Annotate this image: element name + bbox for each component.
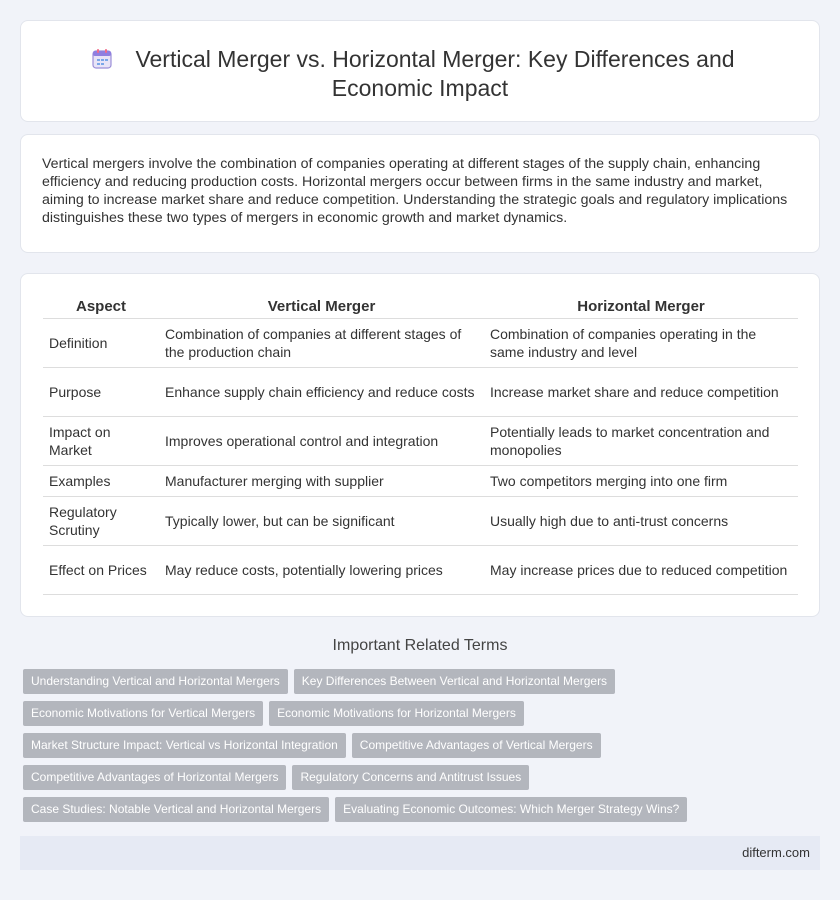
column-header-vertical: Vertical Merger bbox=[159, 294, 484, 318]
table-row bbox=[43, 465, 798, 496]
table-cell-aspect: Examples bbox=[43, 465, 159, 496]
column-header-aspect: Aspect bbox=[43, 294, 159, 318]
table-cell-vertical: Combination of companies at different stages of the production chain bbox=[159, 318, 484, 367]
related-term-tag[interactable]: Case Studies: Notable Vertical and Horizontal Mergers bbox=[23, 797, 329, 822]
comparison-table bbox=[43, 294, 798, 595]
table-cell-horizontal: Usually high due to anti-trust concerns bbox=[484, 496, 798, 545]
table-row bbox=[43, 496, 798, 545]
table-cell-horizontal: Potentially leads to market concentration and monopolies bbox=[484, 416, 798, 465]
table-cell-aspect: Definition bbox=[43, 318, 159, 367]
table-row bbox=[43, 367, 798, 416]
footer bbox=[20, 836, 820, 870]
related-term-tag[interactable]: Regulatory Concerns and Antitrust Issues bbox=[292, 765, 529, 790]
table-cell-aspect: Impact on Market bbox=[43, 416, 159, 465]
related-term-tag[interactable]: Competitive Advantages of Horizontal Mergers bbox=[23, 765, 286, 790]
intro-card bbox=[20, 134, 820, 253]
title-card bbox=[20, 20, 820, 122]
table-row bbox=[43, 416, 798, 465]
table-cell-aspect: Effect on Prices bbox=[43, 545, 159, 594]
table-cell-vertical: Improves operational control and integration bbox=[159, 416, 484, 465]
related-term-tag[interactable]: Evaluating Economic Outcomes: Which Merger Strategy Wins? bbox=[335, 797, 687, 822]
related-term-tag[interactable]: Key Differences Between Vertical and Horizontal Mergers bbox=[294, 669, 615, 694]
related-term-tag[interactable]: Market Structure Impact: Vertical vs Horizontal Integration bbox=[23, 733, 346, 758]
related-term-tag[interactable]: Economic Motivations for Vertical Mergers bbox=[23, 701, 263, 726]
page-title bbox=[21, 45, 819, 103]
related-terms-list bbox=[23, 669, 823, 829]
table-row bbox=[43, 545, 798, 594]
table-cell-horizontal: Two competitors merging into one firm bbox=[484, 465, 798, 496]
table-row bbox=[43, 318, 798, 367]
footer-site-link[interactable]: difterm.com bbox=[742, 845, 810, 860]
table-cell-vertical: Manufacturer merging with supplier bbox=[159, 465, 484, 496]
table-cell-vertical: Typically lower, but can be significant bbox=[159, 496, 484, 545]
comparison-card bbox=[20, 273, 820, 617]
table-cell-aspect: Purpose bbox=[43, 367, 159, 416]
table-cell-vertical: Enhance supply chain efficiency and reduce costs bbox=[159, 367, 484, 416]
column-header-horizontal: Horizontal Merger bbox=[484, 294, 798, 318]
table-cell-horizontal: Combination of companies operating in the same industry and level bbox=[484, 318, 798, 367]
related-term-tag[interactable]: Understanding Vertical and Horizontal Mergers bbox=[23, 669, 288, 694]
page-title-line-2: Economic Impact bbox=[331, 75, 509, 101]
related-term-tag[interactable]: Competitive Advantages of Vertical Mergers bbox=[352, 733, 601, 758]
related-term-tag[interactable]: Economic Motivations for Horizontal Mergers bbox=[269, 701, 524, 726]
table-cell-horizontal: May increase prices due to reduced competition bbox=[484, 545, 798, 594]
table-cell-horizontal: Increase market share and reduce competition bbox=[484, 367, 798, 416]
table-cell-aspect: Regulatory Scrutiny bbox=[43, 496, 159, 545]
related-terms-heading: Important Related Terms bbox=[332, 637, 508, 654]
table-cell-vertical: May reduce costs, potentially lowering prices bbox=[159, 545, 484, 594]
table-header-row bbox=[43, 294, 798, 318]
page-title-line-1: Vertical Merger vs. Horizontal Merger: Key Differences and bbox=[135, 46, 735, 72]
intro-paragraph: Vertical mergers involve the combination of companies operating at different stages of the supply chain, enhancing efficiency and reducing production costs. Horizontal mergers occur between firms in the same industry and market, aiming to increase market share and reduce competition. Understanding the strategic goals and regulatory implications distinguishes these two types of mergers in economic growth and market dynamics. bbox=[42, 156, 788, 226]
